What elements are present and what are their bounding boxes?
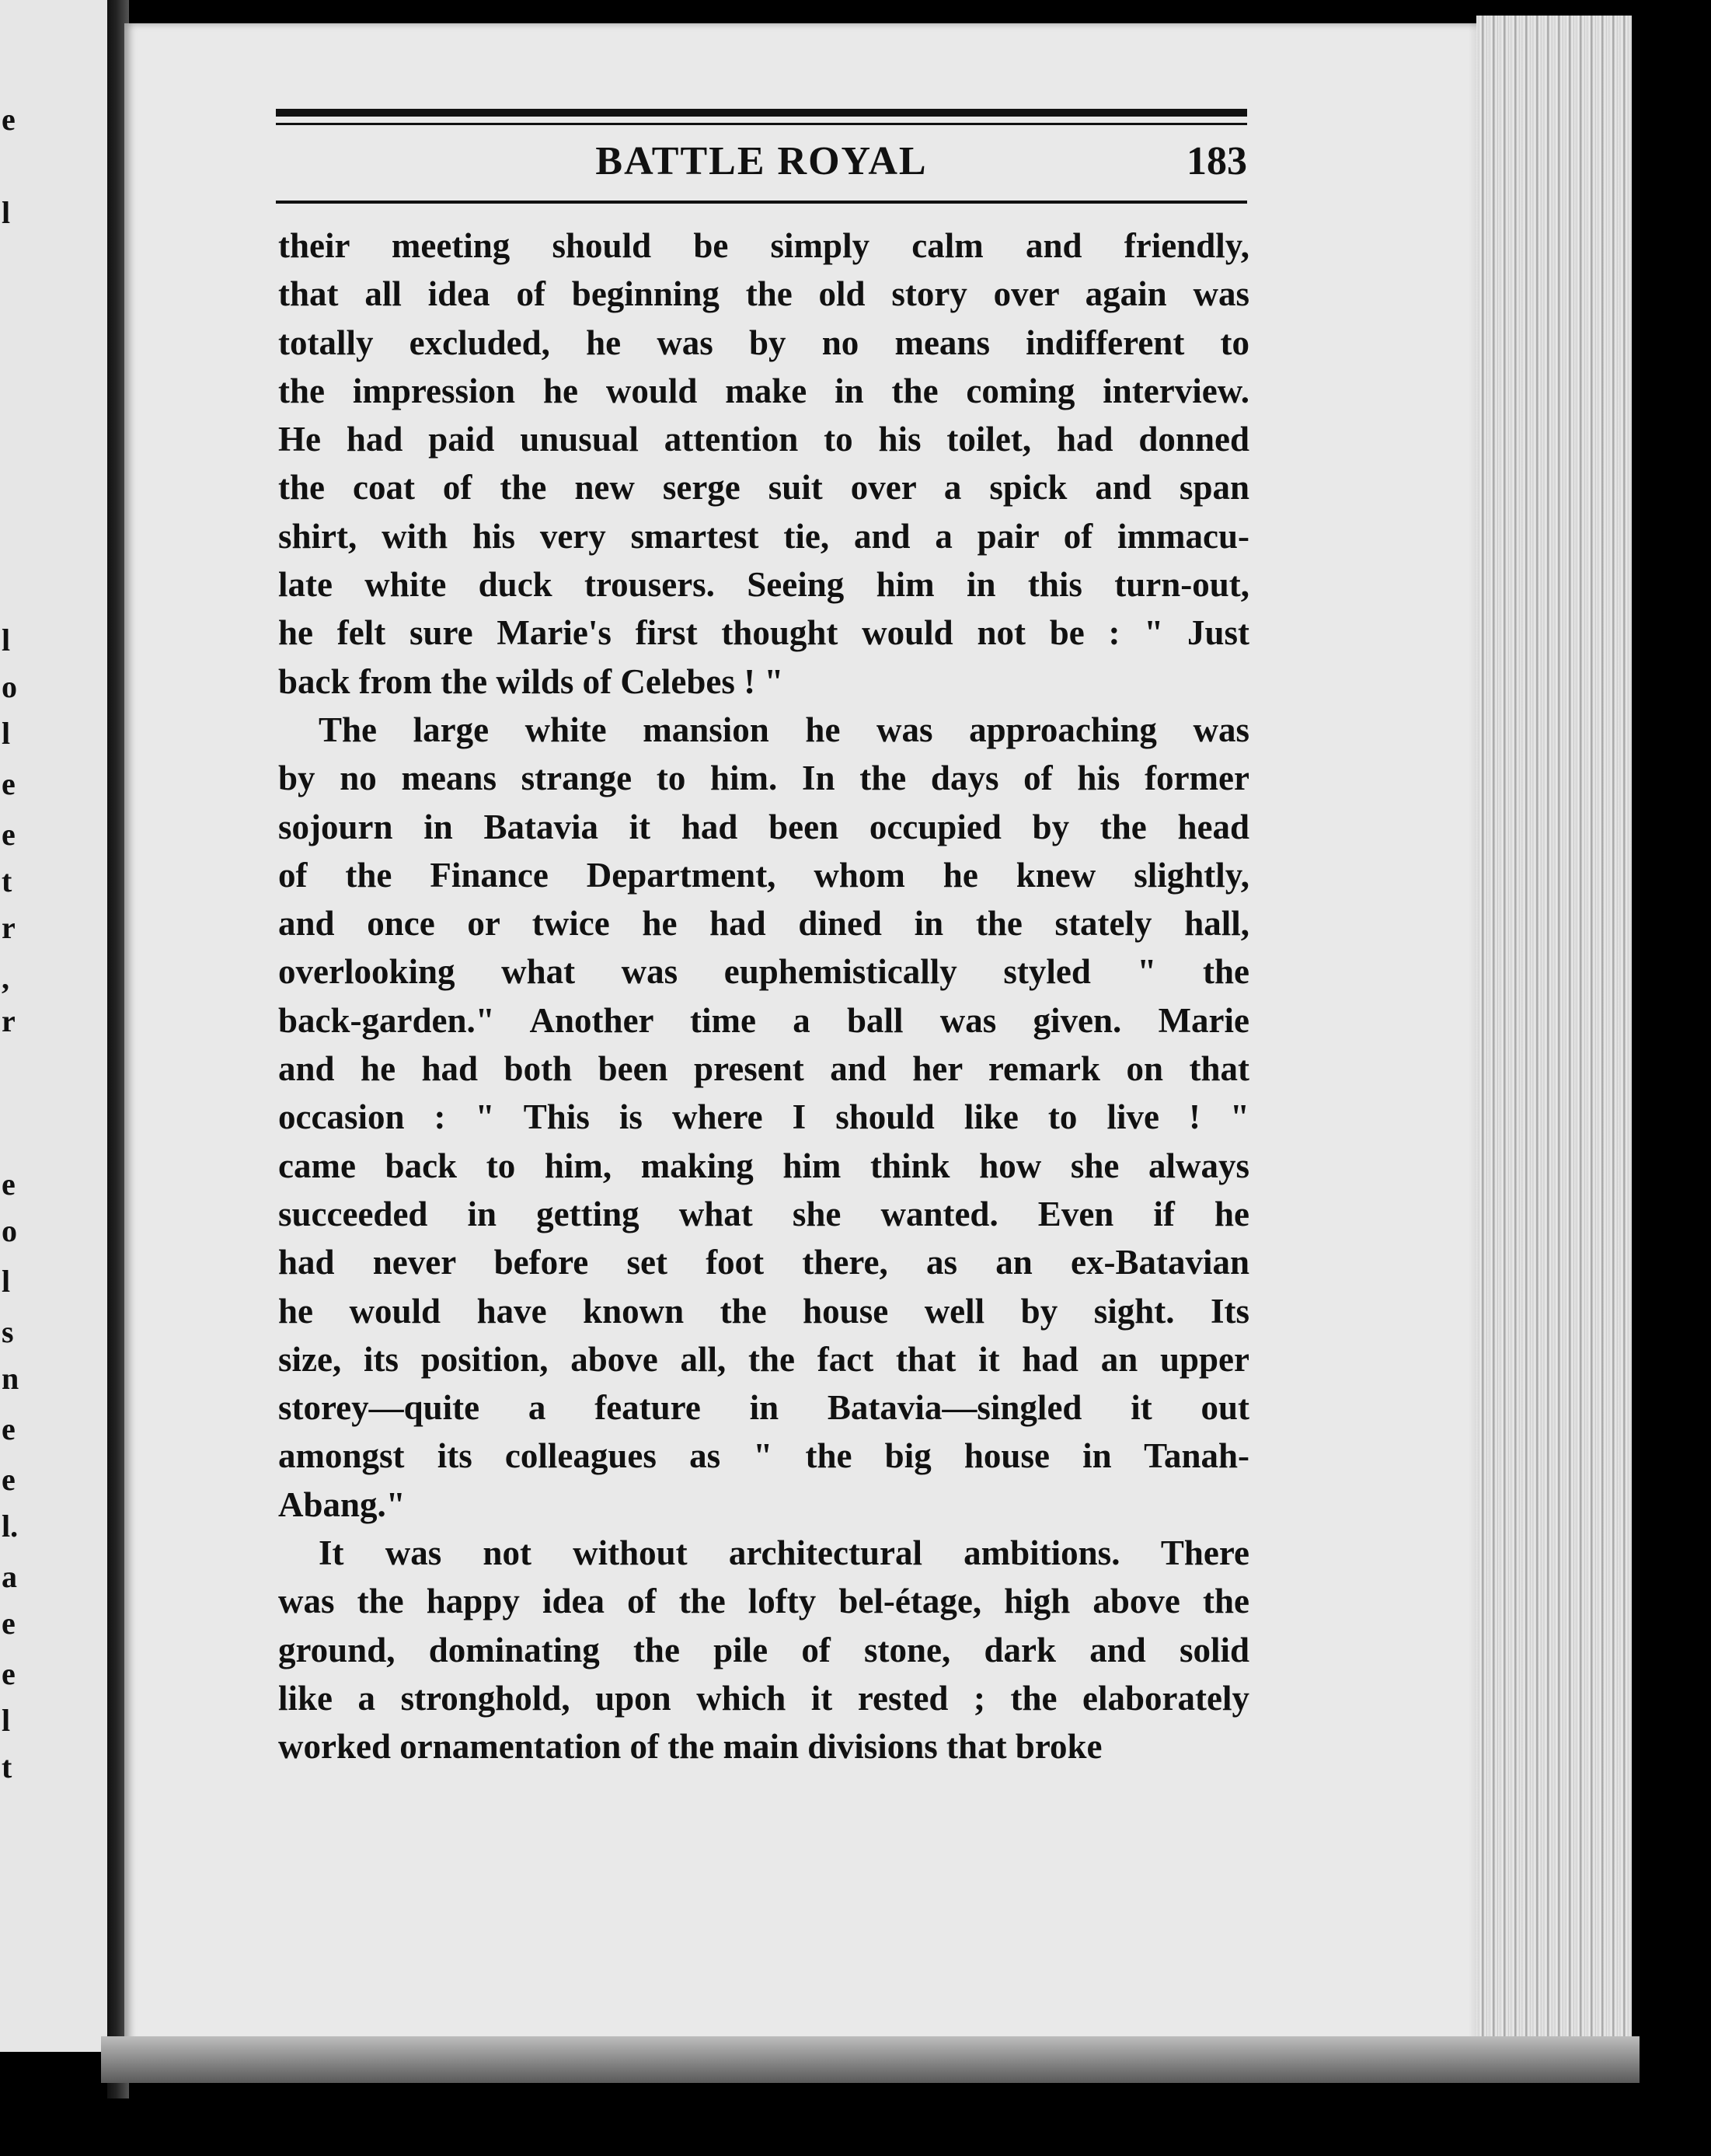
left-page-fragment: t — [2, 863, 12, 898]
text-line: back from the wilds of Celebes ! " — [278, 661, 784, 701]
text-line: shirt, with his very smartest tie, and a pair of immacu- — [278, 516, 1249, 556]
left-page-fragment: e — [2, 1411, 16, 1446]
left-page-fragment: e — [2, 1167, 16, 1202]
text-line: he felt sure Marie's first thought would not be : " Just — [278, 613, 1249, 653]
text-line: overlooking what was euphemistically styled " the — [278, 952, 1249, 992]
text-line: by no means strange to him. In the days of his former — [278, 759, 1249, 798]
text-line: came back to him, making him think how she always — [278, 1146, 1249, 1185]
text-line: back-garden." Another time a ball was given. Marie — [278, 1000, 1249, 1040]
text-line: their meeting should be simply calm and friendly, — [278, 226, 1249, 265]
text-line: and once or twice he had dined in the stately hall, — [278, 904, 1249, 944]
text-line: size, its position, above all, the fact that it had an upper — [278, 1339, 1249, 1379]
text-line: had never before set foot there, as an ex-Batavian — [278, 1243, 1249, 1282]
page-number: 183 — [1187, 139, 1247, 183]
running-title: BATTLE ROYAL — [595, 139, 928, 183]
text-line: the coat of the new serge suit over a spick and span — [278, 468, 1249, 508]
left-page-fragment: e — [2, 817, 16, 852]
body-text — [278, 222, 1249, 1771]
left-page-fragment: e — [2, 766, 16, 801]
left-page-fragment: o — [2, 1213, 17, 1248]
left-page-fragment: l — [2, 623, 11, 658]
text-line: It was not without architectural ambitions. There — [319, 1533, 1249, 1573]
left-page-edge — [0, 0, 112, 2052]
text-line: Abang." — [278, 1484, 406, 1524]
left-page-fragment: o — [2, 669, 17, 704]
text-line: and he had both been present and her remark on that — [278, 1049, 1249, 1089]
text-line: occasion : " This is where I should like to live ! " — [278, 1097, 1249, 1137]
page-stack-edge — [1476, 16, 1632, 2067]
page-bottom-edge — [101, 2036, 1640, 2083]
left-page-fragment: l — [2, 1703, 11, 1738]
text-line: storey—quite a feature in Batavia—singled it out — [278, 1388, 1249, 1428]
text-line: of the Finance Department, whom he knew slightly, — [278, 855, 1249, 895]
text-line: He had paid unusual attention to his toilet, had donned — [278, 420, 1249, 459]
text-line: the impression he would make in the coming interview. — [278, 371, 1249, 410]
text-line: worked ornamentation of the main divisions that broke — [278, 1727, 1103, 1767]
text-line: totally excluded, he was by no means indifferent to — [278, 323, 1249, 362]
left-page-fragment: l — [2, 195, 11, 230]
left-page-fragment: l — [2, 716, 11, 751]
left-page-text-fragments — [0, 0, 23, 2052]
text-line: like a stronghold, upon which it rested ; the elaborately — [278, 1678, 1249, 1718]
left-page-fragment: e — [2, 1656, 16, 1691]
paragraph — [278, 222, 1249, 706]
text-line: late white duck trousers. Seeing him in this turn-out, — [278, 565, 1249, 605]
left-page-fragment: r — [2, 910, 16, 945]
text-line: The large white mansion he was approaching was — [319, 710, 1249, 749]
left-page-fragment: e — [2, 1606, 16, 1641]
text-line: succeeded in getting what she wanted. Even if he — [278, 1194, 1249, 1233]
text-line: was the happy idea of the lofty bel-étage, high above the — [278, 1582, 1249, 1621]
left-page-fragment: e — [2, 102, 16, 137]
left-page-fragment: n — [2, 1361, 19, 1396]
running-head — [276, 138, 1247, 193]
text-line: he would have known the house well by sight. Its — [278, 1291, 1249, 1331]
header-underline-rule — [276, 201, 1247, 204]
header-rule-thin — [276, 123, 1247, 125]
paragraph — [278, 706, 1249, 1529]
left-page-fragment: , — [2, 961, 9, 996]
text-line: sojourn in Batavia it had been occupied by the head — [278, 807, 1249, 846]
left-page-fragment: a — [2, 1559, 17, 1594]
paragraph — [278, 1529, 1249, 1771]
left-page-fragment: l. — [2, 1509, 19, 1544]
left-page-fragment: s — [2, 1314, 14, 1349]
left-page-fragment: e — [2, 1462, 16, 1497]
left-page-fragment: t — [2, 1750, 12, 1784]
text-line: amongst its colleagues as " the big house in Tanah- — [278, 1436, 1249, 1476]
left-page-fragment: r — [2, 1003, 16, 1038]
text-line: ground, dominating the pile of stone, dark and solid — [278, 1630, 1249, 1669]
text-line: that all idea of beginning the old story over again was — [278, 274, 1249, 314]
header-rule-thick — [276, 109, 1247, 117]
left-page-fragment: l — [2, 1264, 11, 1299]
